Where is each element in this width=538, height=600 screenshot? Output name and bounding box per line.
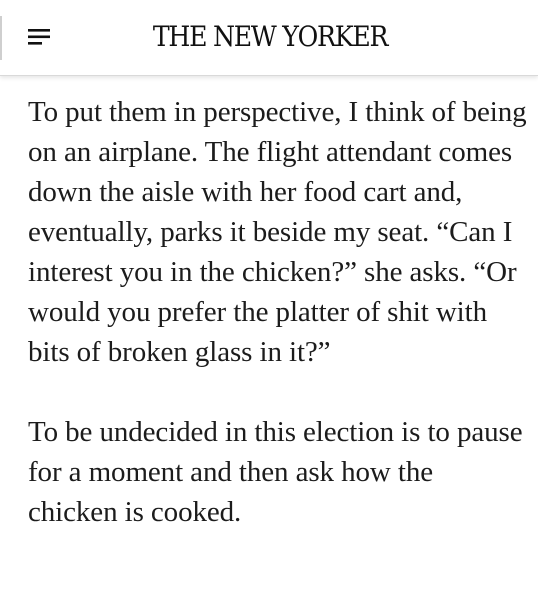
site-logo[interactable]: THE NEW YORKER xyxy=(152,19,388,53)
article-body xyxy=(28,92,528,532)
menu-button[interactable] xyxy=(26,24,54,50)
site-header xyxy=(0,0,538,76)
hamburger-menu-icon xyxy=(26,24,54,50)
header-divider xyxy=(0,16,2,60)
article-paragraph: To be undecided in this election is to pause for a moment and then ask how the chicken is cooked. xyxy=(28,416,523,528)
article-paragraph: To put them in perspective, I think of being on an airplane. The flight attendant comes down the aisle with her food cart and, eventually, parks it beside my seat. “Can I interest you in the chicken?” she asks. “Or would you prefer the platter of shit with bits of broken glass in it?” xyxy=(28,96,527,368)
